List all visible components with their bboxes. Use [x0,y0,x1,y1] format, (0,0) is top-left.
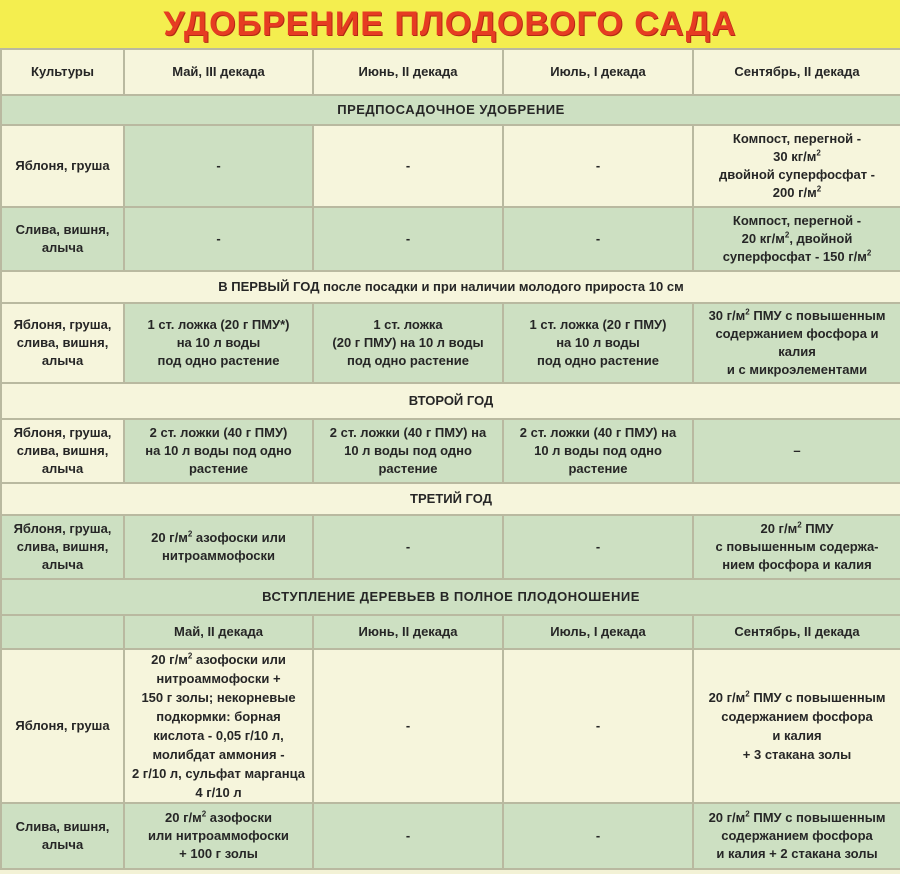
cell-line: + 100 г золы [179,846,258,861]
table-header-row [1,615,900,649]
table-row [1,515,900,579]
cell-line: азофоски или [192,530,286,545]
cell-july: - [503,803,693,869]
cell-line: на 10 л воды [556,335,640,350]
superscript: 2 [201,809,207,819]
cell-line: 2 ст. ложки (40 г ПМУ) на [329,425,487,440]
section-title-third-year: ТРЕТИЙ ГОД [1,483,900,515]
header-sept: Сентябрь, II декада [693,615,900,649]
cell-line: на 10 л воды под одно [145,443,292,458]
cell-july: - [503,515,693,579]
table-row [1,125,900,207]
cell-sept [693,303,900,383]
crop-cell [1,515,124,579]
cell-line: слива, вишня, [16,539,109,554]
cell-line: с повышенным содержа- [715,539,879,554]
table-row [1,419,900,483]
cell-june [313,303,503,383]
superscript: 2 [784,230,790,240]
cell-july [503,419,693,483]
cell-june [313,419,503,483]
cell-line: растение [188,461,249,476]
table-row [1,803,900,869]
header-sept: Сентябрь, II декада [693,49,900,95]
cell-line: 30 г/м [708,308,746,323]
cell-june: - [313,125,503,207]
superscript: 2 [187,651,193,661]
cell-line: двойной суперфосфат - [719,167,875,182]
cell-line: содержанием фосфора и [715,326,879,341]
header-may: Май, III декада [124,49,313,95]
cell-may [124,303,313,383]
cell-sept [693,125,900,207]
cell-line: молибдат аммония - [152,747,285,762]
cell-line: содержанием фосфора [721,709,873,724]
cell-line: 20 г/м [165,810,202,825]
cell-line: 2 ст. ложки (40 г ПМУ) [149,425,288,440]
cell-line: содержанием фосфора [721,828,873,843]
cell-line: подкормки: борная [156,709,281,724]
cell-line: кислота - 0,05 г/10 л, [153,728,284,743]
cell-line: Компост, перегной - [732,213,862,228]
cell-line: (20 г ПМУ) на 10 л воды [332,335,484,350]
cell-line: 20 г/м [708,810,746,825]
cell-line: алыча [41,837,84,852]
superscript: 2 [816,184,822,194]
cell-sept [693,515,900,579]
cell-may [124,515,313,579]
cell-line: 1 ст. ложка [373,317,443,332]
cell-june: - [313,649,503,803]
cell-july: - [503,649,693,803]
header-empty [1,615,124,649]
header-july: Июль, I декада [503,615,693,649]
header-july: Июль, I декада [503,49,693,95]
cell-sept [693,803,900,869]
section-title-first-year: В ПЕРВЫЙ ГОД после посадки и при наличии молодого прироста 10 см [1,271,900,303]
cell-line: 20 кг/м [741,231,785,246]
cell-line: 150 г золы; некорневые [141,690,296,705]
header-may: Май, II декада [124,615,313,649]
crop-cell [1,803,124,869]
cell-line: 1 ст. ложка (20 г ПМУ) [529,317,667,332]
cell-line: 2 ст. ложки (40 г ПМУ) на [519,425,677,440]
cell-line: нием фосфора и калия [722,557,872,572]
superscript: 2 [187,529,193,539]
cell-sept [693,649,900,803]
cell-june: - [313,803,503,869]
cell-line: Яблоня, груша, [13,425,112,440]
cell-line: нитроаммофоски + [156,671,281,686]
cell-line: алыча [41,557,84,572]
cell-line: 1 ст. ложка (20 г ПМУ*) [147,317,290,332]
table-row [1,649,900,803]
cell-line: алыча [41,461,84,476]
cell-line: под одно растение [537,353,659,368]
cell-line: и с микроэлементами [726,362,868,377]
section-row [1,271,900,303]
cell-sept [693,207,900,271]
cell-line: , двойной [789,231,853,246]
cell-line: Слива, вишня, [15,222,110,237]
section-row [1,383,900,419]
section-row [1,95,900,125]
section-row [1,483,900,515]
cell-sept: – [693,419,900,483]
section-title-preplanting: ПРЕДПОСАДОЧНОЕ УДОБРЕНИЕ [1,95,900,125]
cell-july: - [503,207,693,271]
cell-line: 20 г/м [708,690,746,705]
cell-line: растение [568,461,628,476]
fertilization-table [0,48,900,870]
cell-may: - [124,207,313,271]
cell-line: под одно растение [347,353,469,368]
cell-line: Яблоня, груша, [13,317,112,332]
cell-line: суперфосфат - 150 г/м [722,249,867,264]
cell-june: - [313,515,503,579]
cell-may [124,419,313,483]
cell-line: алыча [41,240,84,255]
title-bar [0,0,900,48]
cell-line: под одно растение [157,353,280,368]
superscript: 2 [745,809,750,819]
cell-line: на 10 л воды [176,335,261,350]
table-row [1,207,900,271]
cell-line: 200 г/м [772,185,817,200]
cell-line: и калия [772,728,822,743]
table-header-row [1,49,900,95]
superscript: 2 [745,689,750,699]
cell-line: 20 г/м [760,521,798,536]
cell-line: 10 л воды под одно [344,443,472,458]
cell-line: калия [778,344,816,359]
cell-line: Компост, перегной - [732,131,862,146]
section-title-full-fruiting: ВСТУПЛЕНИЕ ДЕРЕВЬЕВ В ПОЛНОЕ ПЛОДОНОШЕНИЕ [1,579,900,615]
cell-line: 20 г/м [151,530,188,545]
table-row [1,303,900,383]
crop-cell: Яблоня, груша [1,125,124,207]
cell-line: ПМУ с повышенным [749,810,886,825]
cell-may [124,803,313,869]
header-june: Июнь, II декада [313,49,503,95]
cell-line: + 3 стакана золы [742,747,852,762]
cell-line: Яблоня, груша, [13,521,112,536]
cell-line: ПМУ с повышенным [749,690,886,705]
cell-line: 30 кг/м [773,149,817,164]
cell-line: ПМУ [801,521,834,536]
superscript: 2 [816,148,821,158]
cell-line: ПМУ с повышенным [749,308,886,323]
cell-line: и калия + 2 стакана золы [716,846,878,861]
cell-line: 10 л воды под одно [534,443,662,458]
cell-line: алыча [41,353,84,368]
superscript: 2 [797,520,802,530]
cell-line: 2 г/10 л, сульфат марганца [131,766,306,781]
cell-line: 20 г/м [151,652,188,667]
cell-line: Слива, вишня, [15,819,110,834]
cell-line: растение [378,461,438,476]
cell-line: слива, вишня, [16,443,109,458]
cell-line: или нитроаммофоски [148,828,289,843]
crop-cell [1,419,124,483]
header-crops: Культуры [1,49,124,95]
header-june: Июнь, II декада [313,615,503,649]
section-row [1,579,900,615]
superscript: 2 [745,307,750,317]
crop-cell: Яблоня, груша [1,649,124,803]
cell-line: нитроаммофоски [161,548,276,563]
cell-line: слива, вишня, [16,335,109,350]
section-title-second-year: ВТОРОЙ ГОД [1,383,900,419]
cell-line: азофоски [206,810,272,825]
cell-may: - [124,125,313,207]
cell-line: 4 г/10 л [195,785,242,800]
cell-may [124,649,313,803]
superscript: 2 [866,248,872,258]
page-title: УДОБРЕНИЕ ПЛОДОВОГО САДА [163,4,737,43]
crop-cell [1,207,124,271]
crop-cell [1,303,124,383]
cell-june: - [313,207,503,271]
cell-july: - [503,125,693,207]
cell-july [503,303,693,383]
cell-line: азофоски или [192,652,286,667]
